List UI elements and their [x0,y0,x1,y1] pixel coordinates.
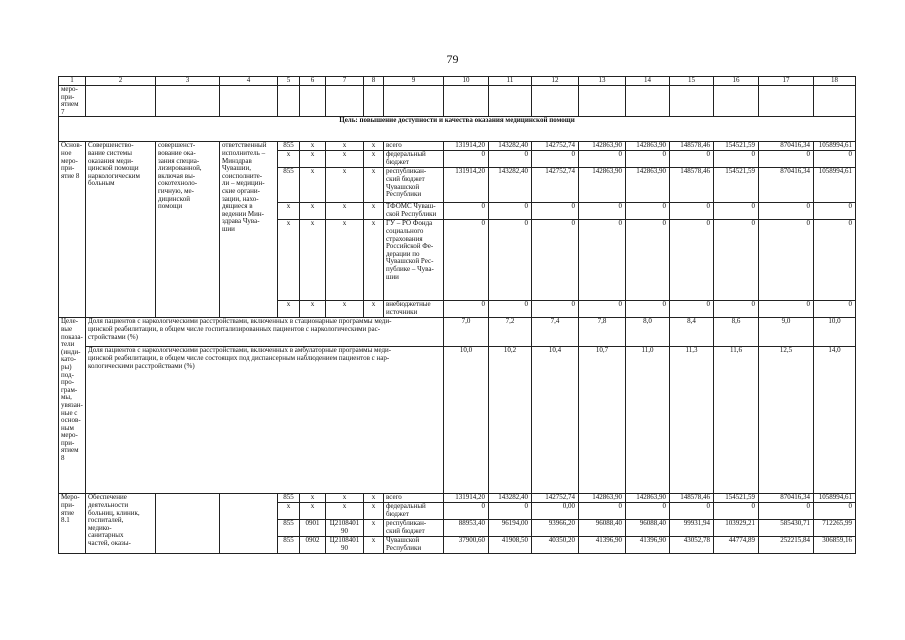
column-number: 1 [59,77,86,86]
column-number: 18 [814,77,856,86]
amount-cell: 0 [444,503,489,520]
funding-source: внебюджетные источники [384,301,444,318]
amount-cell: 148578,46 [670,168,714,203]
target-article-code: х [326,301,364,318]
table-cell [220,86,278,117]
indicator-value: 11,6 [714,347,759,494]
target-article-code: Ц2108401 90 [326,537,364,554]
amount-cell: 142863,90 [626,494,670,503]
amount-cell: 142863,90 [579,142,626,151]
expense-type-code: х [364,520,384,537]
amount-cell: 41396,90 [626,537,670,554]
funding-row [59,494,856,503]
table-cell [220,494,278,554]
grbs-code: х [278,151,300,168]
expense-type-code: х [364,142,384,151]
indicator-value: 10,7 [579,347,626,494]
amount-cell: 0 [670,203,714,220]
amount-cell: 712265,99 [814,520,856,537]
amount-cell: 96194,00 [489,520,532,537]
grbs-code: 855 [278,168,300,203]
indicator-value: 10,0 [814,318,856,347]
amount-cell: 0 [714,301,759,318]
event-name: Обеспечение деятельности больниц, клиник, госпиталей, медико- санитарных частей, оказы- [86,494,156,554]
table-cell [579,86,626,117]
continuation-row [59,86,856,117]
funding-source: федеральный бюджет [384,503,444,520]
grbs-code: х [278,220,300,301]
indicator-value: 7,8 [579,318,626,347]
expense-type-code: х [364,168,384,203]
expense-type-code: х [364,220,384,301]
target-article-code: х [326,151,364,168]
amount-cell: 0 [814,203,856,220]
funding-source: всего [384,494,444,503]
amount-cell: 0 [814,151,856,168]
amount-cell: 252215,84 [759,537,814,554]
amount-cell: 0 [759,151,814,168]
column-number: 4 [220,77,278,86]
amount-cell: 0 [444,301,489,318]
amount-cell: 0 [670,301,714,318]
indicator-value: 7,2 [489,318,532,347]
grbs-code: х [278,301,300,318]
amount-cell: 0 [489,151,532,168]
amount-cell: 154521,59 [714,168,759,203]
amount-cell: 1058994,61 [814,142,856,151]
amount-cell: 0 [814,220,856,301]
amount-cell: 0 [714,203,759,220]
column-number: 14 [626,77,670,86]
amount-cell: 0 [759,301,814,318]
amount-cell: 0 [626,301,670,318]
indicator-row [59,347,856,494]
amount-cell: 40350,20 [532,537,579,554]
table-cell [714,86,759,117]
funding-source: Чувашской Республики [384,537,444,554]
amount-cell: 0 [759,503,814,520]
table-cell [326,86,364,117]
table-cell [278,86,300,117]
table-cell [532,86,579,117]
target-article-code: х [326,142,364,151]
funding-source: всего [384,142,444,151]
expense-type-code: х [364,151,384,168]
funding-source: ГУ – РО Фонда социального страхования Российской Фе- дерации по Чувашской Рес- публике – Чува- шии [384,220,444,301]
amount-cell: 41908,50 [489,537,532,554]
amount-cell: 142752,74 [532,494,579,503]
amount-cell: 0 [714,220,759,301]
target-article-code: х [326,503,364,520]
amount-cell: 0 [579,503,626,520]
indicator-value: 12,5 [759,347,814,494]
target-article-code: х [326,494,364,503]
page-number: 79 [446,52,459,66]
amount-cell: 0 [579,220,626,301]
amount-cell: 43052,78 [670,537,714,554]
indicator-value: 7,4 [532,318,579,347]
amount-cell: 131914,20 [444,494,489,503]
event-description: совершенст- вование ока- зания специа- лизированной, включая вы- сокотехноло- гичную, ме- дицинской помощи [156,142,220,318]
column-number: 12 [532,77,579,86]
amount-cell: 148578,46 [670,142,714,151]
indicator-value: 7,0 [444,318,489,347]
section-code: х [300,142,326,151]
section-code: 0902 [300,537,326,554]
amount-cell: 142752,74 [532,168,579,203]
amount-cell: 142863,90 [579,494,626,503]
event-label: меро- при- ятием 7 [59,86,86,117]
indicators-label: Целе- вые показа- тели (инди- като- ры) под- про- грам- мы, увязан- ные с основ- ным меро- при- ятием 8 [59,318,86,494]
grbs-code: х [278,503,300,520]
funding-source: республикан- ский бюджет [384,520,444,537]
indicator-value: 10,0 [444,347,489,494]
grbs-code: 855 [278,142,300,151]
grbs-code: 855 [278,520,300,537]
amount-cell: 0 [444,203,489,220]
amount-cell: 0 [626,203,670,220]
amount-cell: 0 [444,151,489,168]
amount-cell: 870416,34 [759,494,814,503]
indicator-row [59,318,856,347]
amount-cell: 0 [670,220,714,301]
amount-cell: 96088,40 [626,520,670,537]
amount-cell: 142752,74 [532,142,579,151]
amount-cell: 0 [714,151,759,168]
amount-cell: 96088,40 [579,520,626,537]
indicator-value: 11,0 [626,347,670,494]
column-number: 15 [670,77,714,86]
section-code: х [300,168,326,203]
target-article-code: х [326,220,364,301]
target-article-code: Ц2108401 90 [326,520,364,537]
amount-cell: 131914,20 [444,142,489,151]
column-number: 7 [326,77,364,86]
indicator-value: 10,2 [489,347,532,494]
amount-cell: 0 [626,503,670,520]
header-row [59,77,856,86]
amount-cell: 154521,59 [714,494,759,503]
table-cell [444,86,489,117]
grbs-code: 855 [278,494,300,503]
amount-cell: 142863,90 [579,168,626,203]
amount-cell: 99931,94 [670,520,714,537]
amount-cell: 143282,40 [489,494,532,503]
amount-cell: 0,00 [532,503,579,520]
section-code: х [300,301,326,318]
amount-cell: 0 [532,301,579,318]
section-code: 0901 [300,520,326,537]
column-number: 6 [300,77,326,86]
column-number: 2 [86,77,156,86]
section-code: х [300,503,326,520]
expense-type-code: х [364,537,384,554]
grbs-code: х [278,203,300,220]
indicator-value: 8,0 [626,318,670,347]
grbs-code: 855 [278,537,300,554]
column-number: 17 [759,77,814,86]
amount-cell: 154521,59 [714,142,759,151]
funding-source: республикан- ский бюджет Чувашской Республики [384,168,444,203]
amount-cell: 0 [814,503,856,520]
amount-cell: 1058994,61 [814,494,856,503]
goal-title: Цель: повышение доступности и качества оказания медицинской помощи [59,117,856,142]
column-number: 3 [156,77,220,86]
amount-cell: 0 [626,151,670,168]
indicator-text: Доля пациентов с наркологическими расстройствами, включенных в стационарные программы меди- цинской реабилитации, в общем числе госпитализированных пациентов с наркологическими рас- стройствами (%) [86,318,444,347]
amount-cell: 0 [579,301,626,318]
amount-cell: 142863,90 [626,168,670,203]
amount-cell: 0 [626,220,670,301]
amount-cell: 143282,40 [489,142,532,151]
column-number: 9 [384,77,444,86]
column-number: 16 [714,77,759,86]
amount-cell: 37900,60 [444,537,489,554]
section-code: х [300,151,326,168]
amount-cell: 44774,89 [714,537,759,554]
amount-cell: 0 [489,203,532,220]
event-label: Меро- при- ятие 8.1 [59,494,86,554]
amount-cell: 0 [714,503,759,520]
section-code: х [300,220,326,301]
amount-cell: 870416,34 [759,168,814,203]
event-label: Основ- ное меро- при- ятие 8 [59,142,86,318]
indicator-value: 8,6 [714,318,759,347]
amount-cell: 0 [759,220,814,301]
table-cell [86,86,156,117]
funding-row [59,142,856,151]
amount-cell: 585430,71 [759,520,814,537]
table-cell [489,86,532,117]
funding-source: федеральный бюджет [384,151,444,168]
amount-cell: 93966,20 [532,520,579,537]
budget-table [58,76,856,554]
amount-cell: 0 [670,503,714,520]
funding-source: ТФОМС Чуваш- ской Республики [384,203,444,220]
expense-type-code: х [364,301,384,318]
indicator-text: Доля пациентов с наркологическими расстройствами, включенных в амбулаторные программы меди- цинской реабилитации, в общем числе состоящих под диспансерным наблюдением пациентов с нар- кологическими расстройствами (%) [86,347,444,494]
amount-cell: 142863,90 [626,142,670,151]
amount-cell: 0 [532,220,579,301]
table-cell [814,86,856,117]
target-article-code: х [326,168,364,203]
indicator-value: 14,0 [814,347,856,494]
table-cell [364,86,384,117]
amount-cell: 41396,90 [579,537,626,554]
table-cell [156,86,220,117]
amount-cell: 0 [489,503,532,520]
amount-cell: 148578,46 [670,494,714,503]
amount-cell: 0 [532,151,579,168]
amount-cell: 0 [579,203,626,220]
amount-cell: 103929,21 [714,520,759,537]
column-number: 8 [364,77,384,86]
amount-cell: 0 [814,301,856,318]
expense-type-code: х [364,503,384,520]
column-number: 11 [489,77,532,86]
indicator-value: 9,0 [759,318,814,347]
table-cell [300,86,326,117]
expense-type-code: х [364,494,384,503]
amount-cell: 131914,20 [444,168,489,203]
section-code: х [300,494,326,503]
expense-type-code: х [364,203,384,220]
section-code: х [300,203,326,220]
amount-cell: 0 [489,301,532,318]
amount-cell: 0 [759,203,814,220]
amount-cell: 0 [444,220,489,301]
responsible-executor: ответственный исполнитель – Минздрав Чувашии, соисполните- ли – медицин- ские органи- зации, нахо- дящиеся в ведении Мин- здрава Чува- шии [220,142,278,318]
indicator-value: 11,3 [670,347,714,494]
event-name: Совершенство- вание системы оказания меди- цинской помощи наркологическим больным [86,142,156,318]
amount-cell: 870416,34 [759,142,814,151]
column-number: 10 [444,77,489,86]
table-cell [626,86,670,117]
table-cell [670,86,714,117]
column-number: 13 [579,77,626,86]
column-number: 5 [278,77,300,86]
amount-cell: 1058994,61 [814,168,856,203]
amount-cell: 0 [489,220,532,301]
amount-cell: 88953,40 [444,520,489,537]
target-article-code: х [326,203,364,220]
amount-cell: 143282,40 [489,168,532,203]
amount-cell: 306859,16 [814,537,856,554]
indicator-value: 8,4 [670,318,714,347]
amount-cell: 0 [579,151,626,168]
table-cell [384,86,444,117]
amount-cell: 0 [670,151,714,168]
amount-cell: 0 [532,203,579,220]
indicator-value: 10,4 [532,347,579,494]
table-cell [156,494,220,554]
goal-row [59,117,856,142]
table-cell [759,86,814,117]
